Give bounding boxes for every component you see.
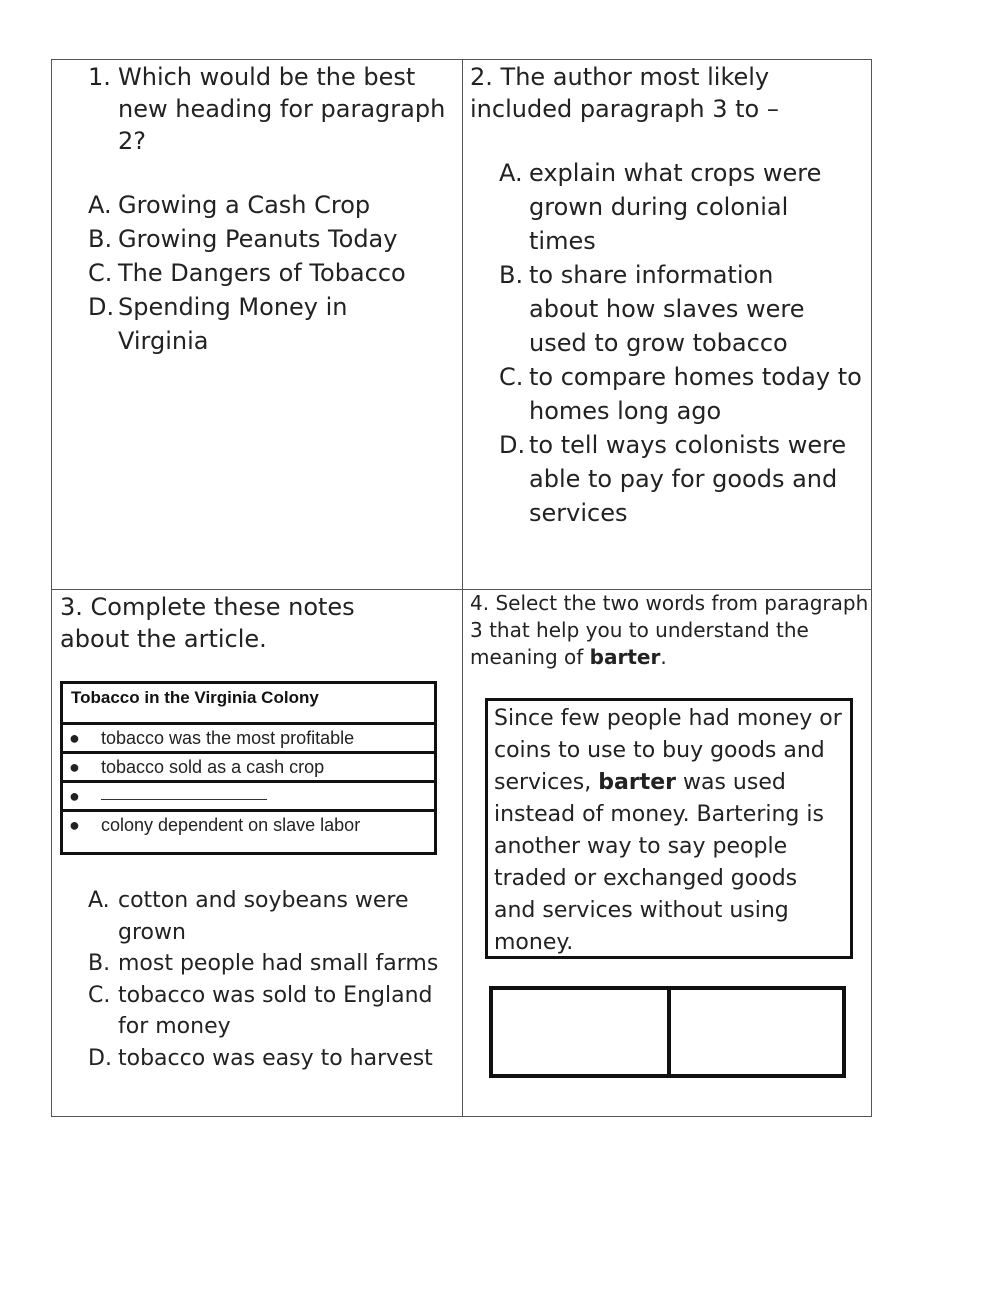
passage-text-end: was used instead of money. Bartering is another way to say people traded or exchanged goods and services without using money. (494, 770, 824, 955)
notes-title: Tobacco in the Virginia Colony (71, 688, 319, 707)
question-4-keyword: barter (589, 645, 661, 669)
option-letter: D. (88, 1045, 112, 1071)
question-3-options (88, 885, 458, 1074)
question-1-stem: Which would be the best new heading for paragraph 2? (118, 63, 446, 155)
option-text: to tell ways colonists were able to pay for goods and services (529, 431, 847, 527)
notes-blank-row[interactable] (69, 785, 267, 807)
question-3-option-a[interactable] (88, 885, 418, 948)
question-3-option-b[interactable] (88, 948, 458, 980)
question-4-stem (470, 590, 870, 671)
option-text: Spending Money in Virginia (118, 293, 348, 355)
answer-blank[interactable] (101, 785, 267, 800)
question-3-stem: 3. Complete these notes about the article. (60, 593, 355, 653)
answer-boxes (489, 986, 846, 1078)
notes-divider (63, 722, 434, 725)
notes-row-text: tobacco was the most profitable (101, 728, 355, 748)
option-text: The Dangers of Tobacco (118, 259, 406, 287)
question-1-option-b[interactable] (88, 222, 458, 256)
answer-box-2[interactable] (671, 990, 845, 1074)
option-letter: D. (499, 431, 526, 459)
option-text: most people had small farms (118, 951, 439, 976)
question-1-number: 1. (88, 63, 111, 91)
passage-keyword: barter (598, 770, 676, 795)
option-text: explain what crops were grown during colonial times (529, 159, 822, 255)
option-letter: A. (88, 888, 110, 913)
question-3-option-c[interactable] (88, 980, 438, 1043)
notes-divider (63, 780, 434, 783)
bullet-icon: ● (69, 728, 80, 748)
option-text: Growing Peanuts Today (118, 225, 398, 253)
question-1 (88, 61, 458, 358)
option-text: Growing a Cash Crop (118, 191, 371, 219)
answer-box-1[interactable] (493, 990, 667, 1074)
notes-row (69, 727, 354, 749)
notes-table (60, 681, 437, 855)
option-text: tobacco was sold to England for money (118, 982, 433, 1039)
question-2-option-b[interactable] (499, 258, 829, 360)
question-3-option-d[interactable] (88, 1043, 458, 1075)
column-divider (462, 60, 463, 1116)
question-2 (470, 61, 868, 530)
bullet-icon: ● (69, 757, 80, 777)
question-1-option-a[interactable] (88, 188, 458, 222)
option-letter: B. (88, 951, 111, 976)
option-text: cotton and soybeans were grown (118, 888, 409, 945)
notes-row (69, 814, 360, 836)
notes-row-text: colony dependent on slave labor (101, 815, 361, 835)
option-letter: A. (499, 159, 523, 187)
notes-divider (63, 809, 434, 812)
question-2-stem: 2. The author most likely included paragraph 3 to – (470, 63, 779, 123)
option-letter: C. (499, 363, 524, 391)
question-1-option-c[interactable] (88, 256, 458, 290)
option-text: tobacco was easy to harvest (118, 1045, 433, 1071)
notes-row-text: tobacco sold as a cash crop (101, 757, 325, 777)
option-text: to compare homes today to homes long ago (529, 363, 862, 425)
option-letter: B. (499, 261, 524, 289)
option-letter: D. (88, 293, 115, 321)
bullet-icon: ● (69, 815, 80, 835)
bullet-icon: ● (69, 786, 80, 806)
notes-divider (63, 751, 434, 754)
option-text: to share information about how slaves were used to grow tobacco (529, 261, 805, 357)
worksheet-grid (51, 59, 872, 1117)
question-2-option-c[interactable] (499, 360, 869, 428)
option-letter: C. (88, 259, 113, 287)
option-letter: B. (88, 225, 113, 253)
question-2-option-d[interactable] (499, 428, 879, 530)
option-letter: C. (88, 982, 111, 1008)
question-2-option-a[interactable] (499, 156, 849, 258)
option-letter: A. (88, 191, 112, 219)
passage-box (485, 698, 853, 959)
question-4-stem-text: 4. Select the two words from paragraph 3 that help you to understand the meaning of (470, 591, 869, 669)
question-1-option-d[interactable] (88, 290, 408, 358)
notes-row (69, 756, 324, 778)
passage-text-start: Since few people had money or coins to use to buy goods and services, (494, 706, 842, 795)
question-4-stem-end: . (660, 645, 667, 669)
